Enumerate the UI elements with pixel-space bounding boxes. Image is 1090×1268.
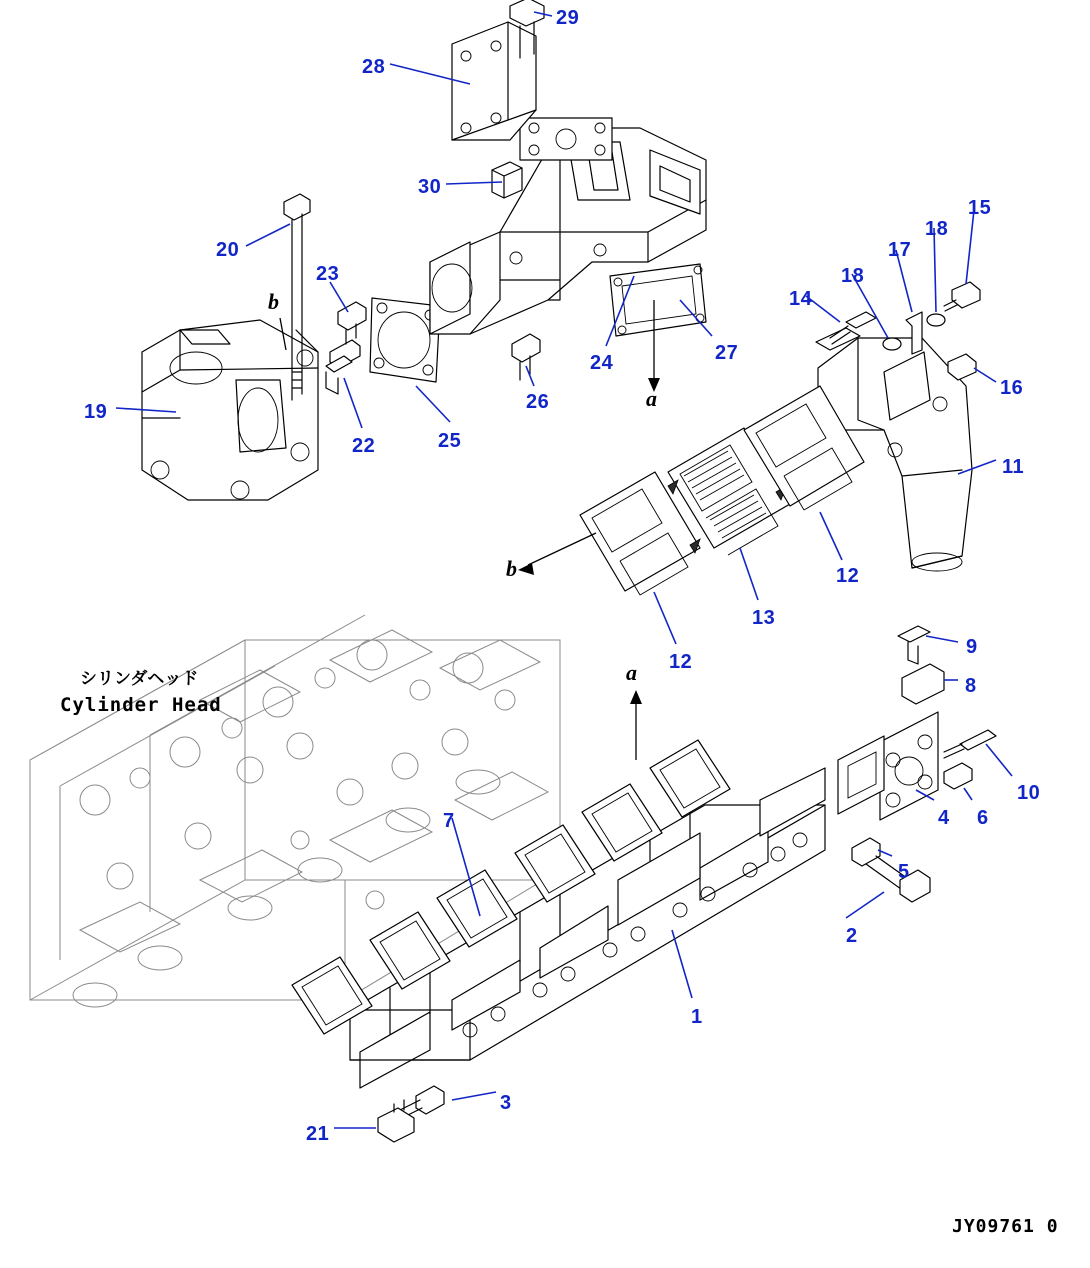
callout-2: 2 — [846, 925, 858, 947]
nut-6 — [944, 763, 972, 789]
callout-5: 5 — [898, 861, 910, 883]
section-mark-a-top: a — [646, 386, 657, 411]
callout-14: 14 — [789, 288, 813, 310]
callout-15: 15 — [968, 197, 992, 219]
callout-13: 13 — [752, 607, 776, 629]
callout-29: 29 — [556, 7, 580, 29]
washer-18b — [927, 314, 945, 326]
callout-23: 23 — [316, 263, 340, 285]
callout-7: 7 — [443, 810, 455, 832]
spacer-30 — [492, 162, 522, 198]
callout-6: 6 — [977, 807, 989, 829]
cover-28 — [452, 22, 536, 140]
section-mark-b-left: b — [268, 289, 279, 314]
callout-18-lower: 18 — [841, 265, 865, 287]
callout-27: 27 — [715, 342, 739, 364]
cylinder-head-label-jp: シリンダヘッド — [80, 669, 199, 689]
callout-16: 16 — [1000, 377, 1024, 399]
cooler-core-assembly — [580, 386, 864, 595]
callout-28: 28 — [362, 56, 386, 78]
callout-3: 3 — [500, 1092, 512, 1114]
callout-9: 9 — [966, 636, 978, 658]
callout-21: 21 — [306, 1123, 330, 1145]
section-mark-b-mid: b — [506, 556, 517, 581]
bolt-16 — [948, 354, 976, 380]
bracket-8 — [902, 664, 944, 704]
washer-18a — [883, 338, 901, 350]
callout-18-upper: 18 — [925, 218, 949, 240]
callout-30: 30 — [418, 176, 442, 198]
callout-26: 26 — [526, 391, 550, 413]
drawing-number: JY09761 0 — [952, 1216, 1059, 1237]
callout-10: 10 — [1017, 782, 1041, 804]
cylinder-head-label-en: Cylinder Head — [60, 694, 222, 716]
bolt-9 — [898, 626, 930, 664]
callout-24: 24 — [590, 352, 614, 374]
callout-4: 4 — [938, 807, 950, 829]
callout-19: 19 — [84, 401, 108, 423]
callout-22: 22 — [352, 435, 376, 457]
callout-12-left: 12 — [669, 651, 693, 673]
callout-1: 1 — [691, 1006, 703, 1028]
callout-25: 25 — [438, 430, 462, 452]
fitting-22-23 — [326, 302, 366, 394]
stud-10 — [944, 730, 996, 758]
section-mark-a-mid: a — [626, 660, 637, 685]
bolt-5 — [852, 838, 930, 902]
callout-11: 11 — [1002, 456, 1025, 478]
bolt-15 — [944, 282, 980, 311]
callout-17: 17 — [888, 239, 912, 261]
bolt-26 — [512, 334, 540, 380]
callout-20: 20 — [216, 239, 240, 261]
callout-8: 8 — [965, 675, 977, 697]
callout-12-right: 12 — [836, 565, 860, 587]
